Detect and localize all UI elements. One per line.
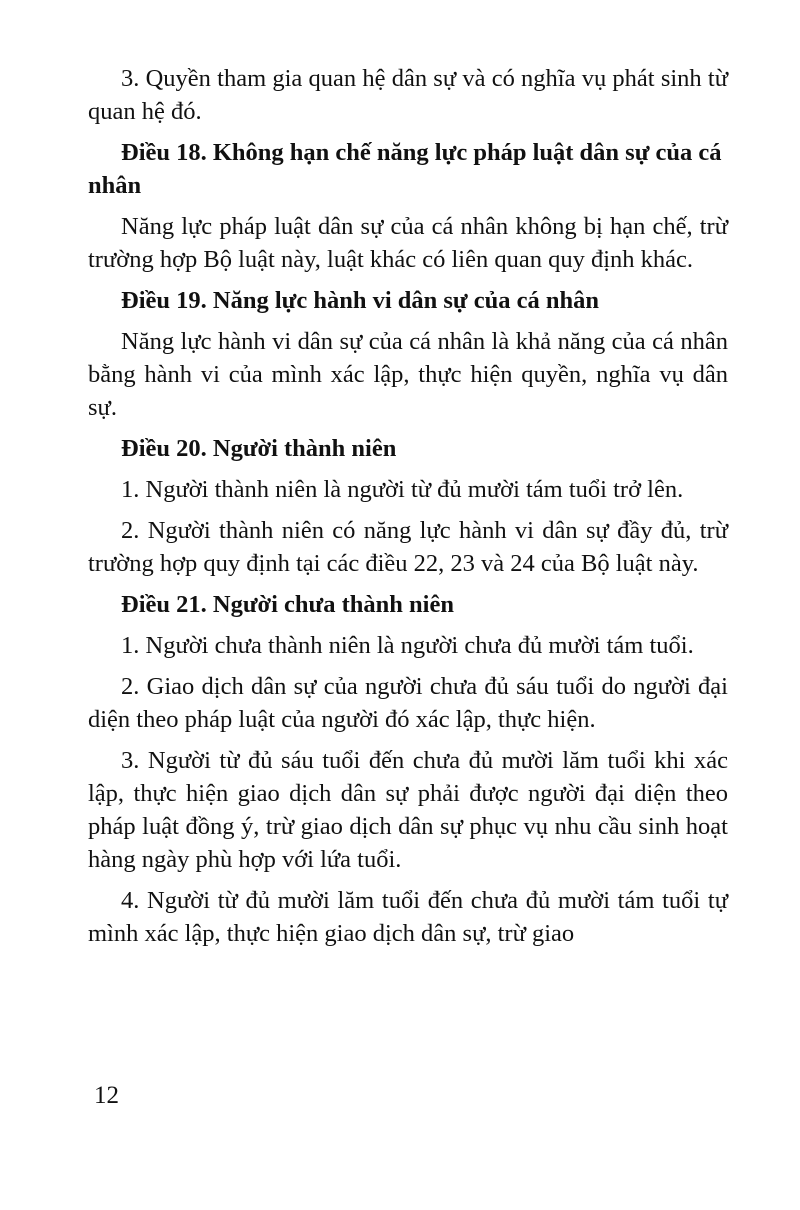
article-20-clause-2: 2. Người thành niên có năng lực hành vi dân sự đầy đủ, trừ trường hợp quy định tại các điều 22, 23 và 24 của Bộ luật này. — [88, 517, 728, 577]
article-21-clause-2: 2. Giao dịch dân sự của người chưa đủ sáu tuổi do người đại diện theo pháp luật của người đó xác lập, thực hiện. — [88, 673, 728, 733]
page-number: 12 — [94, 1082, 119, 1109]
article-20-clause-1: 1. Người thành niên là người từ đủ mười tám tuổi trở lên. — [121, 476, 684, 503]
article-21-clause-4: 4. Người từ đủ mười lăm tuổi đến chưa đủ mười tám tuổi tự mình xác lập, thực hiện giao dịch dân sự, trừ giao — [88, 887, 728, 947]
article-21-clause-3: 3. Người từ đủ sáu tuổi đến chưa đủ mười lăm tuổi khi xác lập, thực hiện giao dịch dân sự phải được người đại diện theo pháp luật đồng ý, trừ giao dịch dân sự phục vụ nhu cầu sinh hoạt hàng ngày phù hợp với lứa tuổi. — [88, 747, 728, 873]
article-21-heading: Điều 21. Người chưa thành niên — [121, 591, 454, 618]
article-19-body: Năng lực hành vi dân sự của cá nhân là khả năng của cá nhân bằng hành vi của mình xác lập, thực hiện quyền, nghĩa vụ dân sự. — [88, 328, 728, 421]
document-body — [88, 62, 728, 958]
paragraph-clause-3: 3. Quyền tham gia quan hệ dân sự và có nghĩa vụ phát sinh từ quan hệ đó. — [88, 65, 728, 125]
article-19-heading: Điều 19. Năng lực hành vi dân sự của cá nhân — [121, 287, 600, 314]
article-20-heading: Điều 20. Người thành niên — [121, 435, 397, 462]
article-18-body: Năng lực pháp luật dân sự của cá nhân không bị hạn chế, trừ trường hợp Bộ luật này, luật khác có liên quan quy định khác. — [88, 213, 728, 273]
article-18-heading: Điều 18. Không hạn chế năng lực pháp luật dân sự của cá nhân — [88, 139, 722, 199]
article-21-clause-1: 1. Người chưa thành niên là người chưa đủ mười tám tuổi. — [121, 632, 694, 659]
